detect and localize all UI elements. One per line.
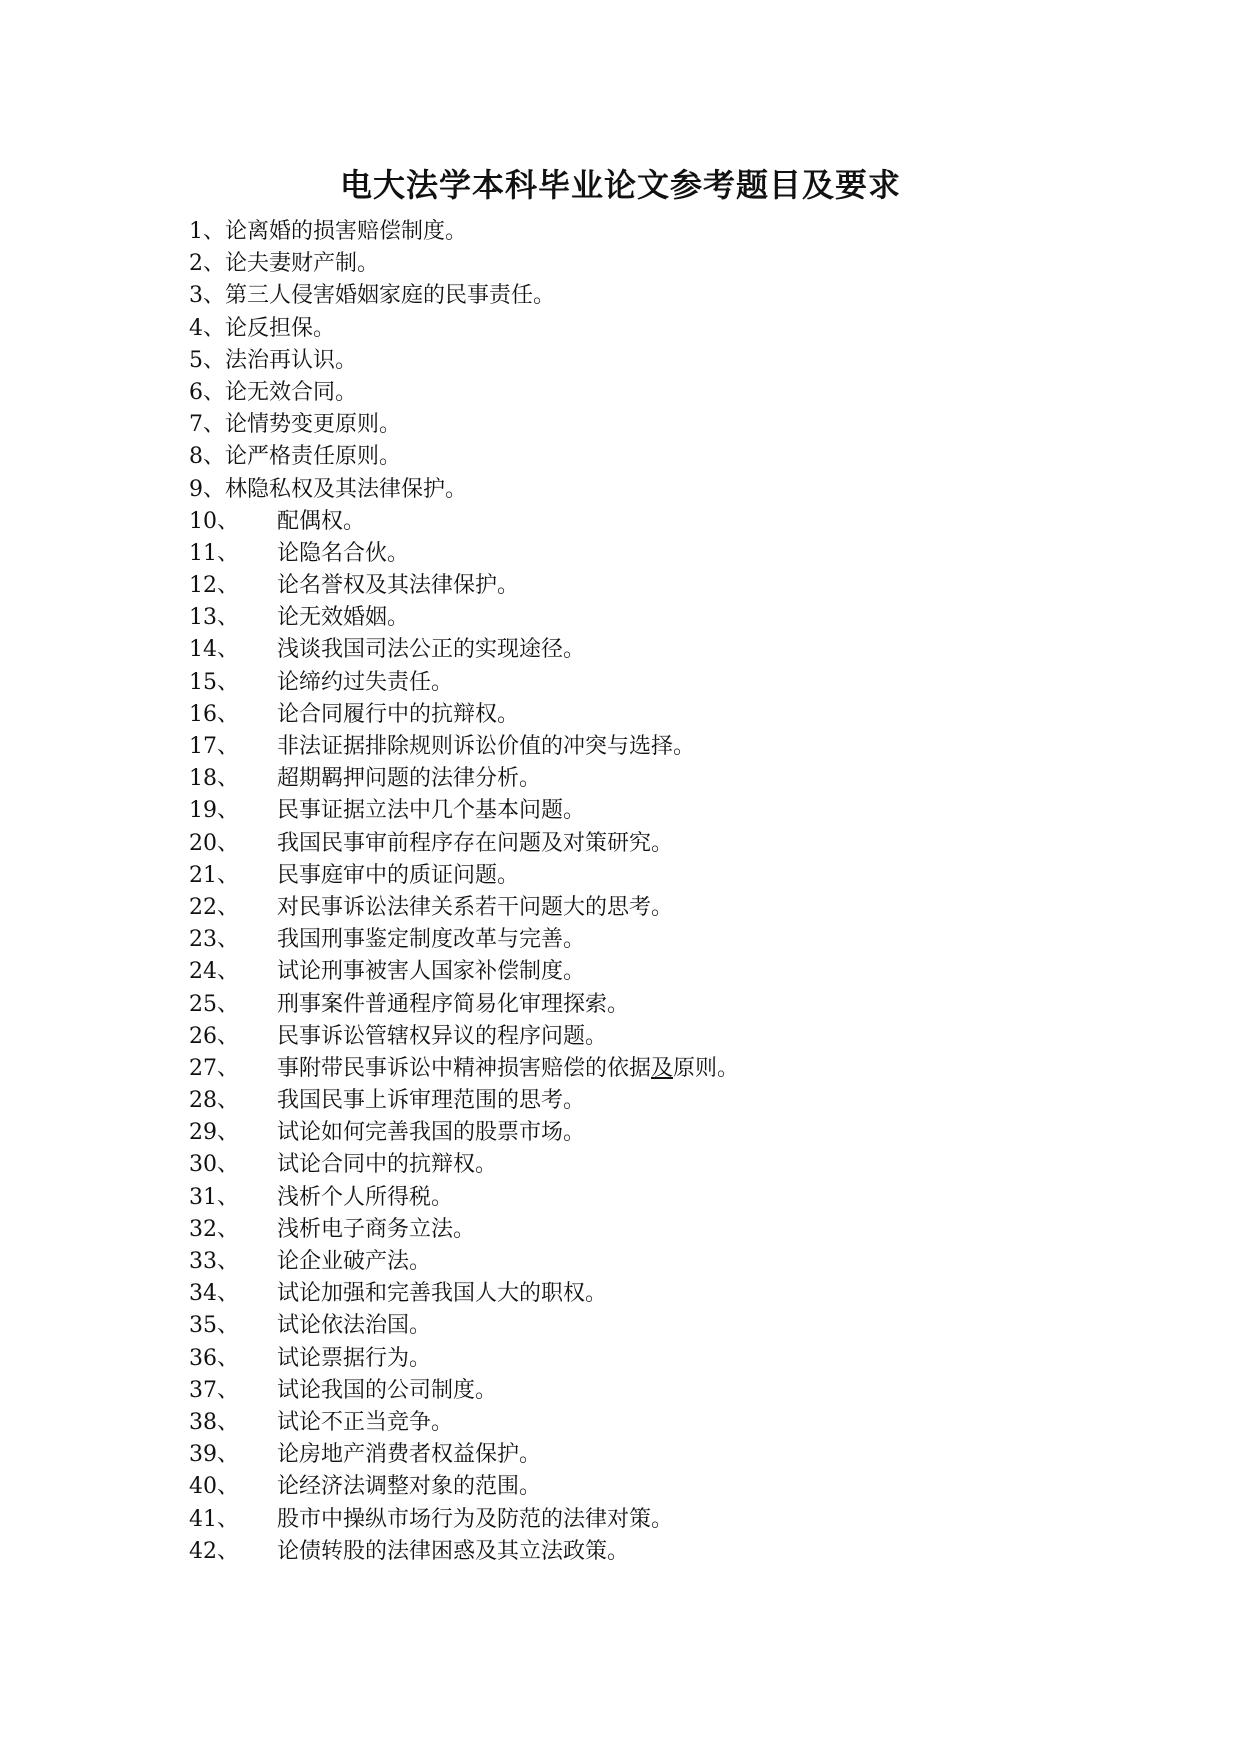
list-item — [189, 828, 739, 860]
item-number: 16、 — [189, 701, 239, 727]
item-number: 24、 — [189, 959, 239, 985]
item-number: 36、 — [189, 1345, 239, 1371]
item-number: 20、 — [189, 830, 239, 856]
list-item — [189, 699, 739, 731]
list-item — [189, 1053, 739, 1085]
item-text: 试论刑事被害人国家补偿制度。 — [277, 959, 586, 985]
item-text — [277, 1053, 739, 1085]
item-text-after: 原则。 — [673, 1055, 740, 1081]
item-text: 超期羁押问题的法律分析。 — [277, 766, 542, 792]
list-item — [189, 1246, 739, 1278]
item-text: 试论不正当竞争。 — [277, 1409, 454, 1435]
list-item — [189, 313, 739, 345]
item-number: 27、 — [189, 1055, 239, 1081]
item-number: 22、 — [189, 894, 239, 920]
item-number: 18、 — [189, 766, 239, 792]
item-number: 41、 — [189, 1506, 239, 1532]
item-text: 论企业破产法。 — [277, 1249, 432, 1274]
item-number: 11、 — [189, 540, 239, 566]
item-text: 论缔约过失责任。 — [277, 669, 454, 695]
item-text: 论情势变更原则。 — [225, 412, 402, 438]
item-text: 我国刑事鉴定制度改革与完善。 — [277, 927, 586, 953]
item-number: 39、 — [189, 1442, 239, 1468]
item-text: 股市中操纵市场行为及防范的法律对策。 — [277, 1506, 674, 1532]
item-number: 34、 — [189, 1281, 239, 1307]
item-number: 10、 — [189, 508, 239, 534]
item-text: 论隐名合伙。 — [277, 540, 410, 566]
list-item — [189, 216, 739, 248]
item-text: 民事证据立法中几个基本问题。 — [277, 798, 586, 824]
item-text: 配偶权。 — [277, 508, 366, 534]
item-number: 33、 — [189, 1249, 239, 1274]
list-item — [189, 956, 739, 988]
list-item — [189, 345, 739, 377]
item-text: 我国民事上诉审理范围的思考。 — [277, 1088, 586, 1114]
item-number: 6、 — [189, 379, 225, 405]
item-number: 15、 — [189, 669, 239, 695]
item-number: 23、 — [189, 927, 239, 953]
list-item — [189, 1310, 739, 1342]
item-number: 17、 — [189, 734, 239, 759]
list-item — [189, 1536, 739, 1568]
item-number: 28、 — [189, 1088, 239, 1114]
list-item — [189, 667, 739, 699]
item-number: 2、 — [189, 251, 225, 277]
list-item — [189, 506, 739, 538]
item-text: 论严格责任原则。 — [225, 444, 402, 470]
list-item — [189, 1343, 739, 1375]
item-text: 论夫妻财产制。 — [225, 251, 380, 277]
item-text: 试论合同中的抗辩权。 — [277, 1152, 498, 1178]
list-item — [189, 377, 739, 409]
list-item — [189, 1021, 739, 1053]
item-text: 试论票据行为。 — [277, 1345, 432, 1371]
list-item — [189, 924, 739, 956]
item-number: 5、 — [189, 347, 225, 373]
item-text: 刑事案件普通程序简易化审理探索。 — [277, 991, 630, 1017]
list-item — [189, 1117, 739, 1149]
list-item — [189, 441, 739, 473]
topic-list — [189, 216, 739, 1568]
item-text: 论经济法调整对象的范围。 — [277, 1474, 542, 1500]
item-number: 42、 — [189, 1538, 239, 1564]
list-item — [189, 1471, 739, 1503]
item-number: 9、 — [189, 476, 225, 502]
list-item — [189, 570, 739, 602]
list-item — [189, 474, 739, 506]
list-item — [189, 1278, 739, 1310]
item-text: 我国民事审前程序存在问题及对策研究。 — [277, 830, 674, 856]
document-title: 电大法学本科毕业论文参考题目及要求 — [339, 166, 901, 204]
item-number: 35、 — [189, 1313, 239, 1339]
item-number: 19、 — [189, 798, 239, 824]
item-number: 26、 — [189, 1023, 239, 1049]
list-item — [189, 538, 739, 570]
item-text: 论离婚的损害赔偿制度。 — [225, 219, 468, 244]
item-text: 非法证据排除规则诉讼价值的冲突与选择。 — [277, 734, 696, 759]
item-number: 3、 — [189, 283, 225, 309]
item-number: 32、 — [189, 1216, 239, 1242]
item-text: 法治再认识。 — [225, 347, 358, 373]
item-text: 对民事诉讼法律关系若干问题大的思考。 — [277, 894, 674, 920]
list-item — [189, 1407, 739, 1439]
list-item — [189, 1182, 739, 1214]
item-text: 民事庭审中的质证问题。 — [277, 862, 520, 888]
item-number: 7、 — [189, 412, 225, 438]
list-item — [189, 1504, 739, 1536]
list-item — [189, 1214, 739, 1246]
list-item — [189, 989, 739, 1021]
item-text: 浅谈我国司法公正的实现途径。 — [277, 637, 586, 663]
item-number: 21、 — [189, 862, 239, 888]
item-number: 29、 — [189, 1120, 239, 1146]
list-item — [189, 634, 739, 666]
item-number: 25、 — [189, 991, 239, 1017]
item-text: 论合同履行中的抗辩权。 — [277, 701, 520, 727]
item-number: 38、 — [189, 1409, 239, 1435]
list-item — [189, 1149, 739, 1181]
item-number: 13、 — [189, 605, 239, 631]
item-number: 40、 — [189, 1474, 239, 1500]
item-number: 14、 — [189, 637, 239, 663]
item-number: 31、 — [189, 1184, 239, 1210]
item-number: 4、 — [189, 315, 225, 341]
list-item — [189, 892, 739, 924]
underlined-word: 及 — [651, 1055, 674, 1081]
item-text: 浅析个人所得税。 — [277, 1184, 454, 1210]
item-text: 论房地产消费者权益保护。 — [277, 1442, 542, 1468]
list-item — [189, 280, 739, 312]
item-text: 论无效合同。 — [225, 379, 358, 405]
item-text: 试论如何完善我国的股票市场。 — [277, 1120, 586, 1146]
item-text: 第三人侵害婚姻家庭的民事责任。 — [225, 283, 556, 309]
item-number: 12、 — [189, 573, 239, 599]
list-item — [189, 248, 739, 280]
item-number: 37、 — [189, 1377, 239, 1403]
item-number: 30、 — [189, 1152, 239, 1178]
item-number: 8、 — [189, 444, 225, 470]
item-text: 试论加强和完善我国人大的职权。 — [277, 1281, 608, 1307]
list-item — [189, 731, 739, 763]
item-text: 林隐私权及其法律保护。 — [225, 476, 468, 502]
list-item — [189, 409, 739, 441]
item-number: 1、 — [189, 219, 225, 244]
list-item — [189, 795, 739, 827]
item-text: 试论我国的公司制度。 — [277, 1377, 498, 1403]
item-text: 民事诉讼管辖权异议的程序问题。 — [277, 1023, 608, 1049]
list-item — [189, 602, 739, 634]
list-item — [189, 860, 739, 892]
item-text: 论名誉权及其法律保护。 — [277, 573, 520, 599]
list-item — [189, 1439, 739, 1471]
item-text: 论债转股的法律困惑及其立法政策。 — [277, 1538, 630, 1564]
item-text: 论无效婚姻。 — [277, 605, 410, 631]
item-text-before: 事附带民事诉讼中精神损害赔偿的依据 — [277, 1055, 652, 1081]
list-item — [189, 1375, 739, 1407]
item-text: 试论依法治国。 — [277, 1313, 432, 1339]
item-text: 浅析电子商务立法。 — [277, 1216, 476, 1242]
item-text: 论反担保。 — [225, 315, 336, 341]
list-item — [189, 763, 739, 795]
list-item — [189, 1085, 739, 1117]
